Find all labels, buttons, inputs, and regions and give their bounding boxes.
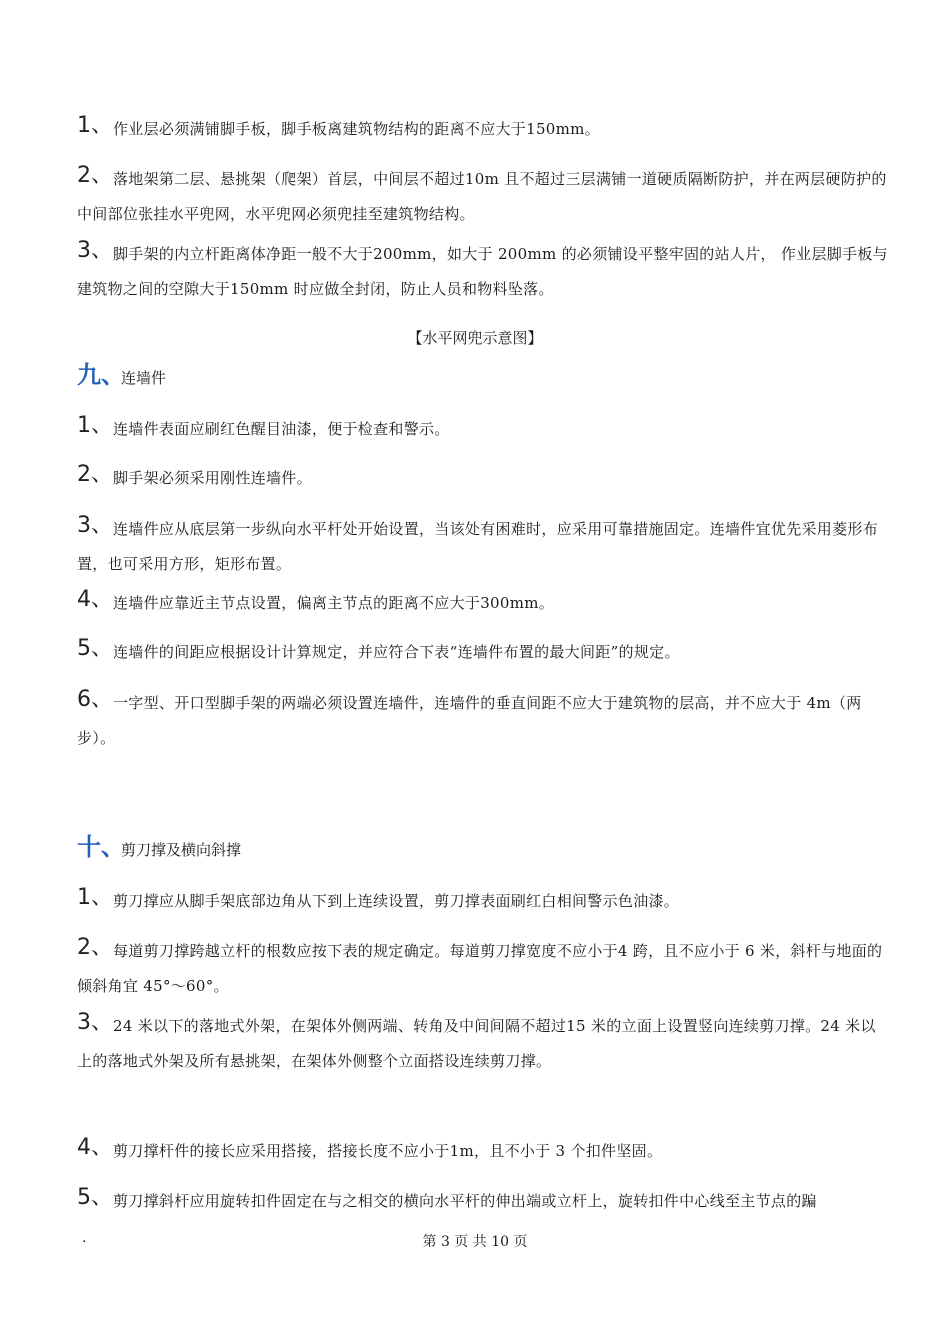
- list-item: [77, 880, 889, 919]
- item-text: 剪刀撑应从脚手架底部边角从下到上连续设置，剪刀撑表面刷红白相间警示色油漆。: [113, 892, 680, 910]
- item-text: 落地架第二层、悬挑架（爬架）首层，中间层不超过10m 且不超过三层满铺一道硬质隔断防护，并在两层硬防护的中间部位张挂水平兜网，水平兜网必须兜挂至建筑物结构。: [77, 170, 887, 223]
- item-number: 4、: [77, 587, 113, 612]
- item-text: 连墙件应靠近主节点设置，偏离主节点的距离不应大于300mm。: [113, 594, 555, 612]
- section-number: 九、: [77, 361, 125, 389]
- item-text: 连墙件的间距应根据设计计算规定，并应符合下表“连墙件布置的最大间距”的规定。: [113, 643, 680, 661]
- item-text: 24 米以下的落地式外架，在架体外侧两端、转角及中间间隔不超过15 米的立面上设置竖向连续剪刀撑。24 米以上的落地式外架及所有悬挑架，在架体外侧整个立面搭设连续剪刀撑。: [77, 1017, 876, 1070]
- item-number: 3、: [77, 513, 113, 538]
- item-text: 一字型、开口型脚手架的两端必须设置连墙件，连墙件的垂直间距不应大于建筑物的层高，并不应大于 4m（两步）。: [77, 694, 862, 747]
- item-number: 3、: [77, 238, 113, 263]
- list-item: [77, 631, 889, 670]
- list-item: [77, 1130, 889, 1169]
- item-number: 1、: [77, 885, 113, 910]
- item-number: 5、: [77, 636, 113, 661]
- item-text: 剪刀撑斜杆应用旋转扣件固定在与之相交的横向水平杆的伸出端或立杆上，旋转扣件中心线至主节点的蹁: [113, 1192, 817, 1210]
- item-number: 4、: [77, 1135, 113, 1160]
- list-item: [77, 408, 889, 447]
- list-item: [77, 930, 889, 1004]
- footer-bullet: ·: [82, 1234, 87, 1250]
- list-item: [77, 158, 889, 232]
- item-text: 每道剪刀撑跨越立杆的根数应按下表的规定确定。每道剪刀撑宽度不应小于4 跨，且不应小于 6 米，斜杆与地面的倾斜角宜 45°～60°。: [77, 942, 883, 995]
- list-item: [77, 233, 889, 307]
- item-number: 1、: [77, 113, 113, 138]
- item-text: 连墙件应从底层第一步纵向水平杆处开始设置，当该处有困难时，应采用可靠措施固定。连墙件宜优先采用菱形布置，也可采用方形，矩形布置。: [77, 520, 879, 573]
- section-title: 连墙件: [121, 369, 167, 387]
- page-number: 第 3 页 共 10 页: [422, 1234, 528, 1250]
- item-text: 作业层必须满铺脚手板，脚手板离建筑物结构的距离不应大于150mm。: [113, 120, 600, 138]
- list-item: [77, 108, 889, 147]
- item-number: 5、: [77, 1185, 113, 1210]
- section-heading-10: [77, 832, 241, 865]
- item-number: 3、: [77, 1010, 113, 1035]
- list-item: [77, 508, 889, 582]
- list-item: [77, 582, 889, 621]
- section-title: 剪刀撑及横向斜撑: [121, 841, 242, 859]
- item-number: 2、: [77, 935, 113, 960]
- section-heading-9: [77, 360, 166, 393]
- list-item: [77, 457, 889, 496]
- section-number: 十、: [77, 833, 125, 861]
- item-text: 脚手架必须采用刚性连墙件。: [113, 469, 312, 487]
- figure-caption: 【水平网兜示意图】: [407, 329, 543, 347]
- item-number: 2、: [77, 163, 113, 188]
- list-item: [77, 682, 889, 756]
- list-item: [77, 1005, 889, 1079]
- item-text: 剪刀撑杆件的接长应采用搭接，搭接长度不应小于1m，且不小于 3 个扣件坚固。: [113, 1142, 663, 1160]
- item-number: 2、: [77, 462, 113, 487]
- item-number: 6、: [77, 687, 113, 712]
- item-text: 连墙件表面应刷红色醒目油漆，便于检查和警示。: [113, 420, 450, 438]
- item-number: 1、: [77, 413, 113, 438]
- item-text: 脚手架的内立杆距离体净距一般不大于200mm，如大于 200mm 的必须铺设平整牢固的站人片， 作业层脚手板与建筑物之间的空隙大于150mm 时应做全封闭，防止人员和物料坠落。: [77, 245, 888, 298]
- list-item: [77, 1180, 889, 1215]
